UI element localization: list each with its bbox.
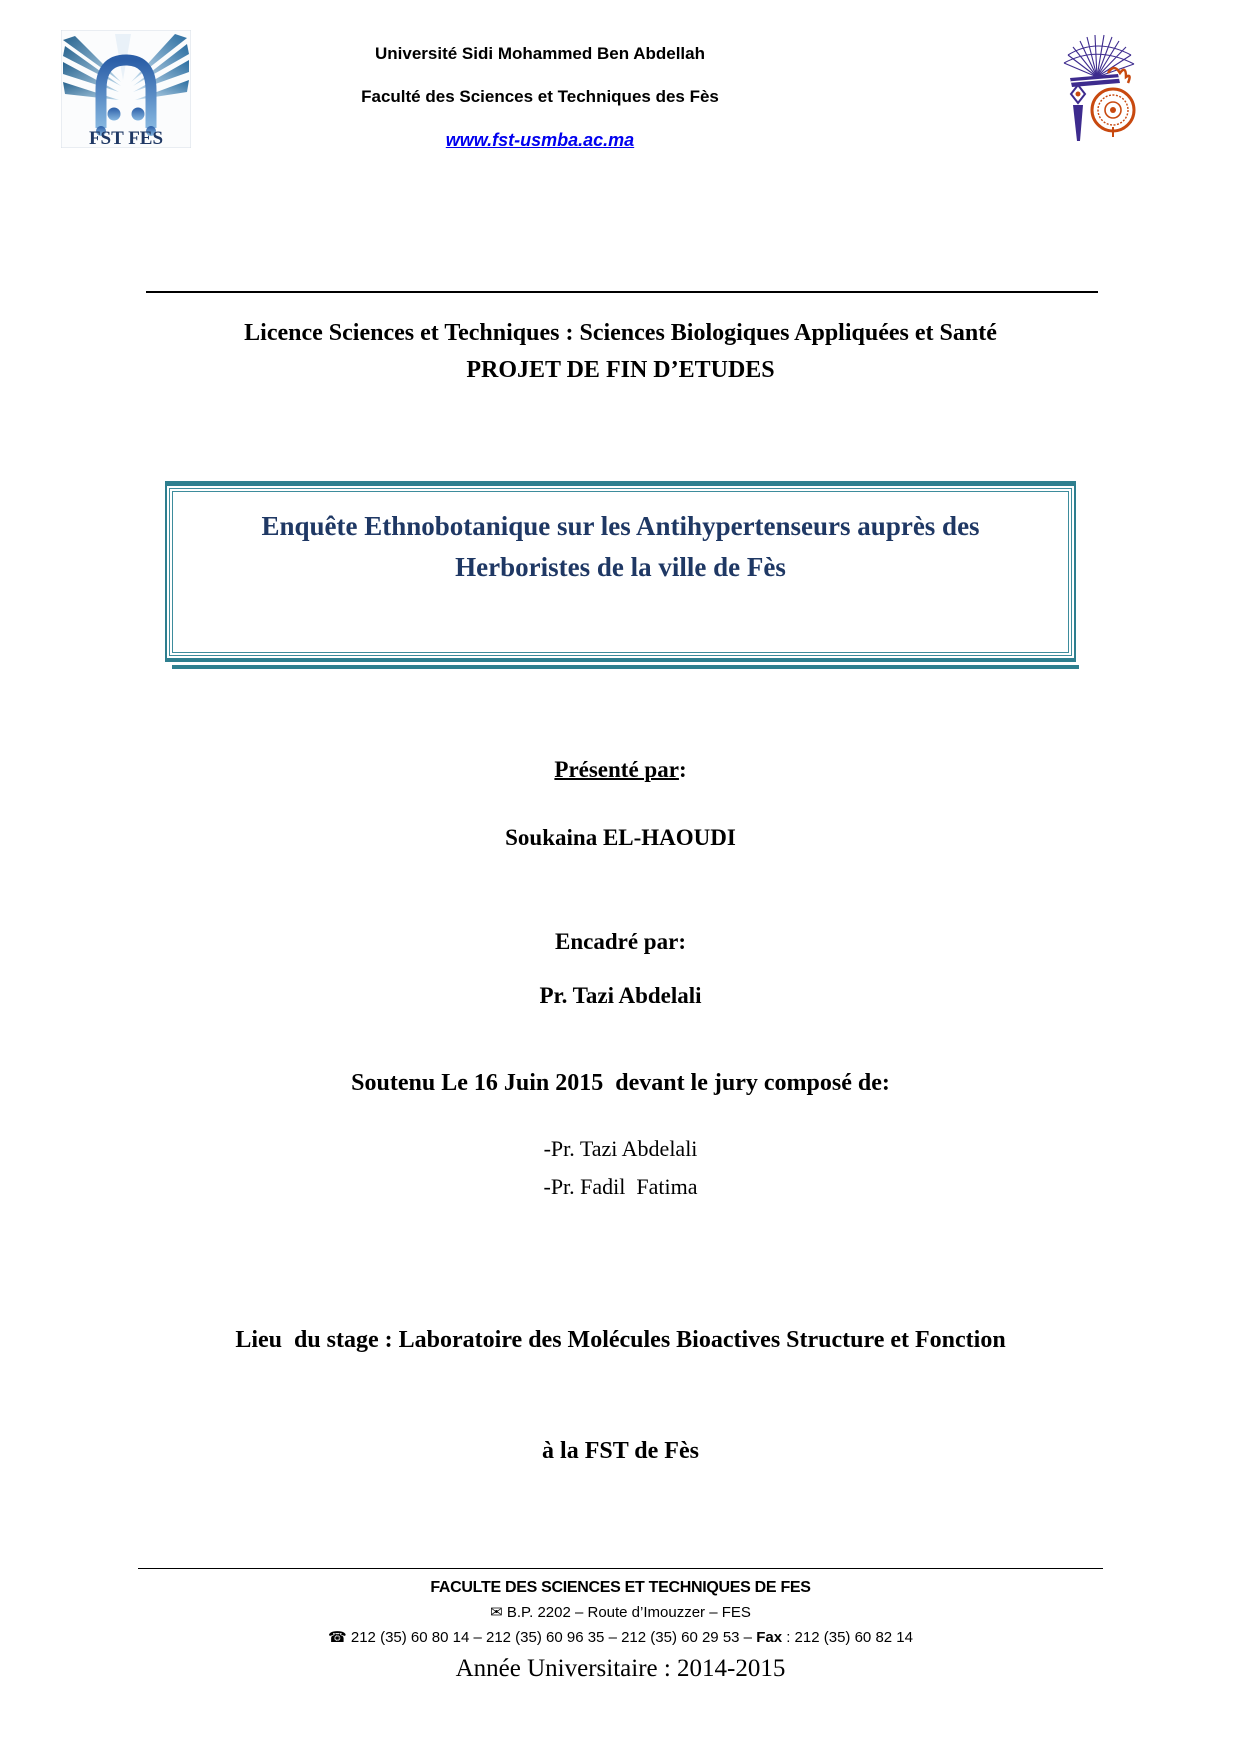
header-divider <box>146 291 1098 293</box>
project-type-line: PROJET DE FIN D’ETUDES <box>466 357 775 383</box>
phone-icon: ☎ <box>328 1629 347 1646</box>
footer-address: B.P. 2202 – Route d’Imouzzer – FES <box>506 1604 751 1621</box>
academic-year: Année Universitaire : 2014-2015 <box>455 1655 786 1682</box>
thesis-title: Enquête Ethnobotanique sur les Antihypertenseurs auprès des Herboristes de la ville de Fès <box>261 511 980 582</box>
footer-faculty-name: FACULTE DES SCIENCES ET TECHNIQUES DE FES <box>430 1579 811 1596</box>
jury-list <box>0 1130 1241 1206</box>
page-footer <box>0 1568 1241 1650</box>
footer-fax-label: Fax <box>756 1629 783 1646</box>
thesis-title-box <box>165 481 1076 662</box>
internship-location: Lieu du stage : Laboratoire des Molécules Bioactives Structure et Fonction à la FST de Fès <box>235 1327 1006 1464</box>
footer-phones-line <box>0 1625 1241 1650</box>
fst-logo-text: FST FES <box>88 128 164 148</box>
supervised-by-label: Encadré par: <box>555 929 686 954</box>
website-link[interactable]: www.fst-usmba.ac.ma <box>445 130 635 150</box>
header-text-block <box>240 44 840 151</box>
supervisor-name: Pr. Tazi Abdelali <box>539 983 702 1008</box>
footer-divider <box>138 1568 1103 1569</box>
presented-by-label: Présenté par: <box>554 757 687 782</box>
jury-member: -Pr. Fadil Fatima <box>543 1174 698 1199</box>
faculty-name: Faculté des Sciences et Techniques des Fès <box>361 87 719 106</box>
defense-intro: Soutenu Le 16 Juin 2015 devant le jury composé de: <box>351 1070 890 1096</box>
usmba-university-logo-icon <box>1056 33 1138 148</box>
fst-fes-logo-icon <box>61 30 191 148</box>
website-line <box>240 130 840 151</box>
degree-line: Licence Sciences et Techniques : Sciences Biologiques Appliquées et Santé <box>244 320 997 346</box>
footer-address-line <box>0 1600 1241 1625</box>
degree-block <box>0 315 1241 389</box>
page-header <box>0 0 1241 293</box>
title-box-shadow-line <box>172 665 1079 669</box>
university-name: Université Sidi Mohammed Ben Abdellah <box>375 44 705 63</box>
footer-phones: 212 (35) 60 80 14 – 212 (35) 60 96 35 – 212 (35) 60 29 53 – <box>350 1629 757 1646</box>
student-name: Soukaina EL-HAOUDI <box>505 825 736 850</box>
footer-fax-number: : 212 (35) 60 82 14 <box>782 1629 913 1646</box>
mail-icon: ✉ <box>490 1604 503 1621</box>
jury-member: -Pr. Tazi Abdelali <box>543 1136 698 1161</box>
